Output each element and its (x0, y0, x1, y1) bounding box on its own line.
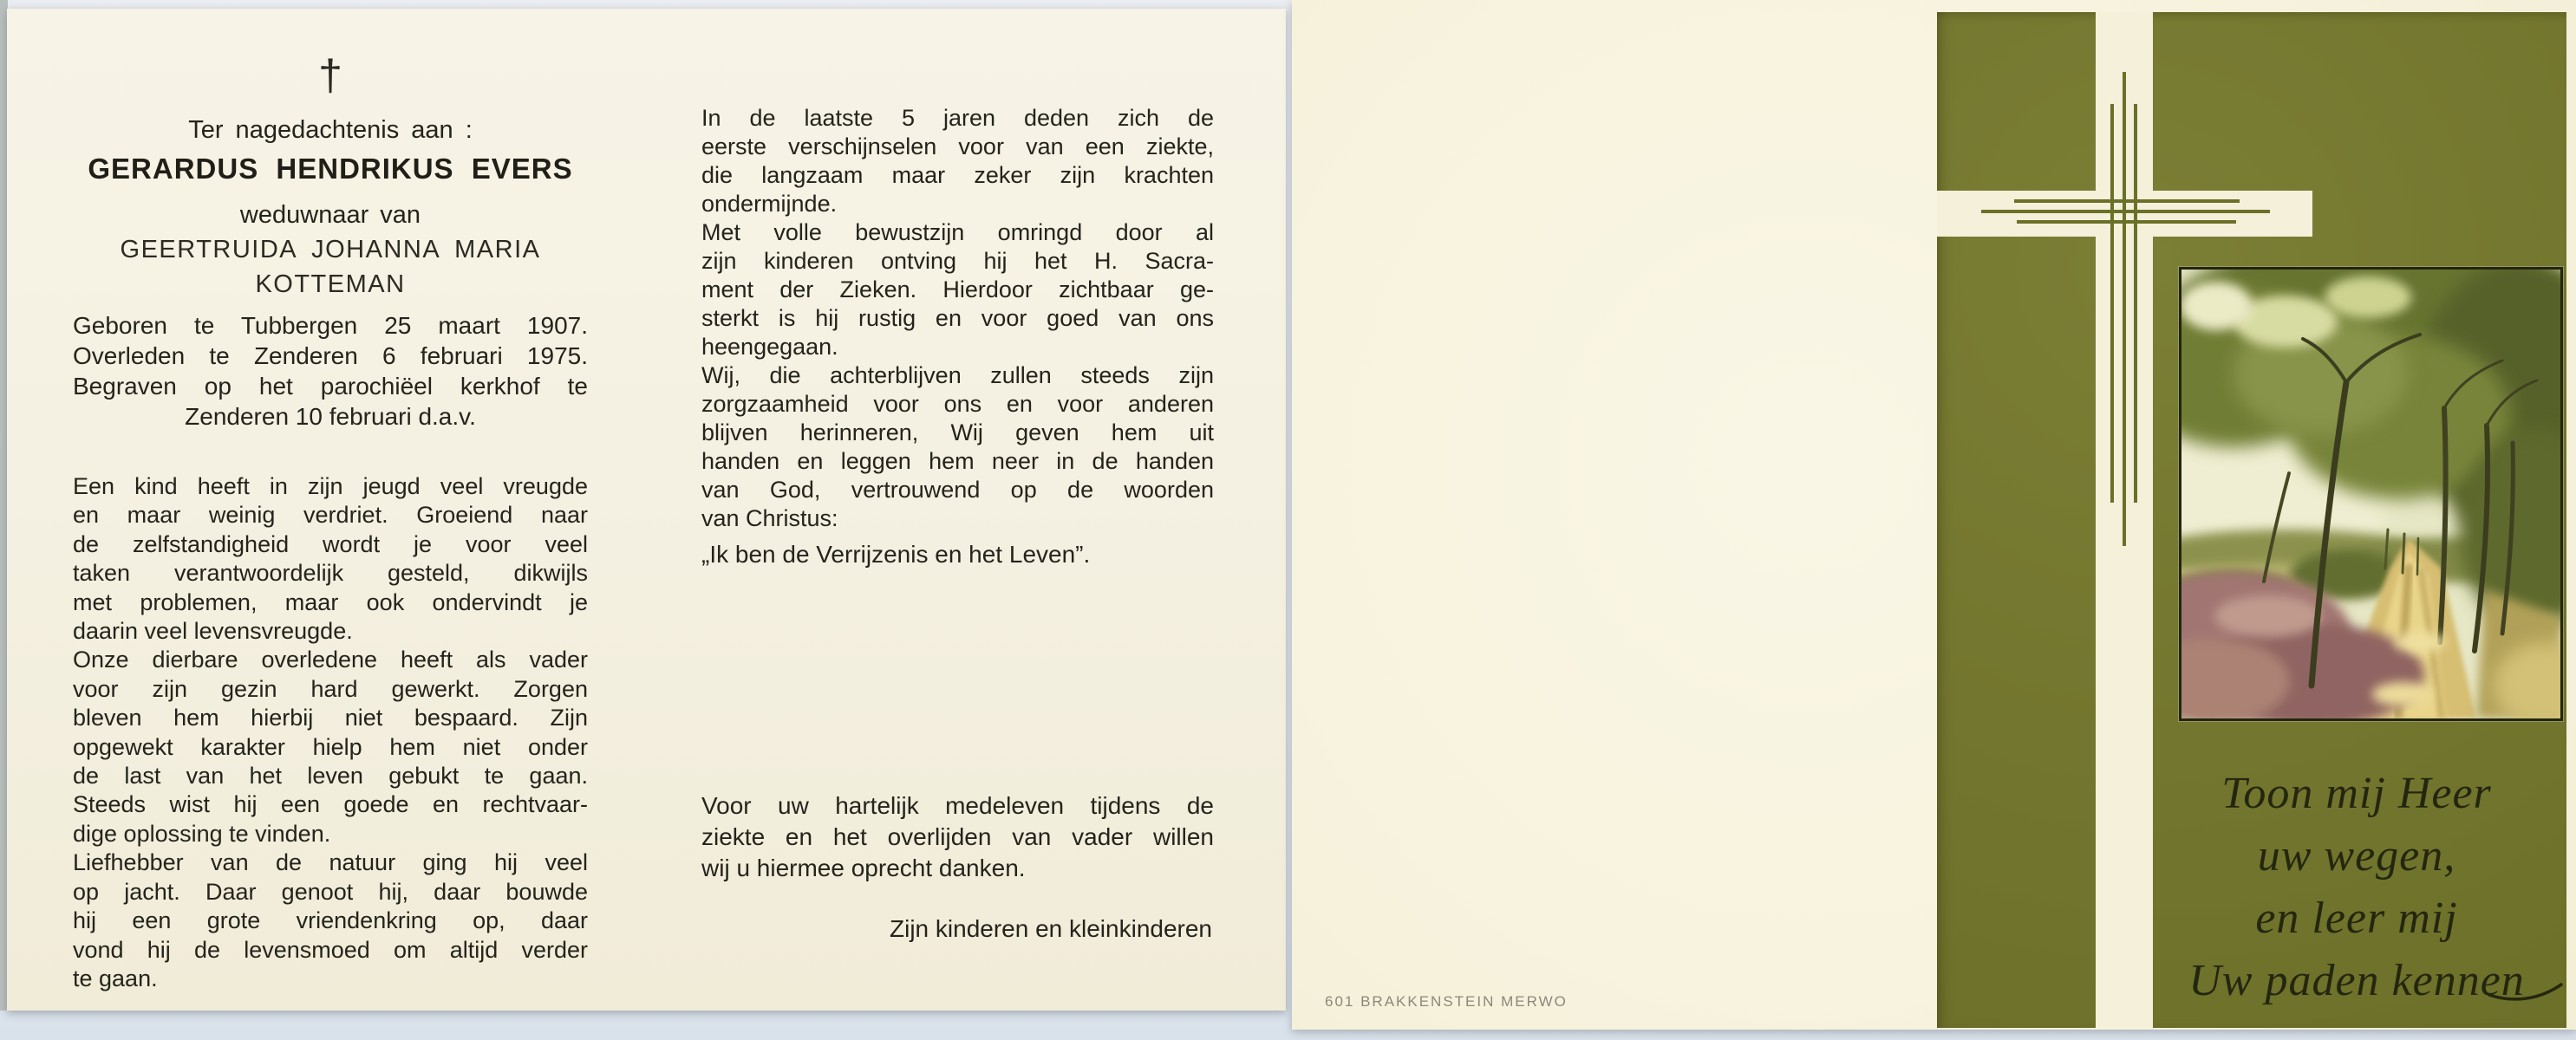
memorial-line: te gaan. (73, 965, 158, 991)
verse-line: Toon mij Heer (2221, 769, 2492, 818)
memorial-text-block (701, 104, 1214, 533)
verse-block (2166, 763, 2547, 1012)
date-line: Geboren te Tubbergen 25 maart 1907. (73, 312, 588, 339)
thanks-block (701, 790, 1214, 884)
verse-line: Uw paden kennen (2188, 956, 2525, 1005)
date-line: Begraven op het parochiëel kerkhof te (73, 373, 588, 400)
memorial-line: voor zijn gezin hard gewerkt. Zorgen (73, 675, 588, 702)
memorial-line: ment der Zieken. Hierdoor zichtbaar ge- (701, 276, 1214, 302)
deceased-name: GERARDUS HENDRIKUS EVERS (88, 153, 573, 185)
life-dates-block (73, 310, 588, 432)
cross-pinstripe-vertical (2123, 72, 2126, 546)
memorial-line: van God, vertrouwend op de woorden (701, 477, 1214, 503)
memorial-line: Liefhebber van de natuur ging hij veel (73, 849, 588, 876)
cross-pinstripe-vertical (2134, 104, 2137, 503)
memorial-line: heengegaan. (701, 334, 838, 360)
memorial-line: Steeds wist hij een goede en rechtvaar- (73, 791, 588, 818)
relation-line: weduwnaar van (239, 201, 421, 229)
memorial-card-inside (7, 9, 1286, 1011)
spouse-name-line1: GEERTRUIDA JOHANNA MARIA (120, 236, 541, 263)
memorial-line: met problemen, maar ook ondervindt je (73, 588, 588, 615)
date-line: Overleden te Zenderen 6 februari 1975. (73, 342, 588, 369)
printer-mark: 601 BRAKKENSTEIN MERWO (1325, 993, 1568, 1010)
scripture-quote: „Ik ben de Verrijzenis en het Leven”. (701, 541, 1091, 568)
cross-pinstripe-horizontal (2014, 199, 2240, 203)
memorial-line: Een kind heeft in zijn jeugd veel vreugde (73, 473, 588, 499)
memorial-line: en maar weinig verdriet. Groeiend naar (73, 502, 588, 529)
memorial-line: ondermijnde. (701, 191, 838, 217)
thanks-line: Voor uw hartelijk medeleven tijdens de (701, 792, 1214, 819)
spouse-name-line2: KOTTEMAN (255, 270, 406, 298)
memorial-line: zorgzaamheid voor ons en voor anderen (701, 391, 1214, 417)
thanks-line: ziekte en het overlijden van vader willen (701, 823, 1214, 850)
memorial-line: vond hij de levensmoed om altijd verder (73, 936, 588, 963)
memorial-line: sterkt is hij rustig en voor goed van ons (701, 305, 1214, 331)
memorial-line: Met volle bewustzijn omringd door al (701, 219, 1214, 245)
memorial-page-right (701, 9, 1214, 1011)
signature-line: Zijn kinderen en kleinkinderen (890, 915, 1212, 942)
heath-path-photo-illustration (2181, 270, 2560, 718)
memorial-line: blijven herinneren, Wij geven hem uit (701, 419, 1214, 445)
memorial-line: bleven hem hierbij niet bespaard. Zijn (73, 705, 588, 731)
memorial-line: die langzaam maar zeker zijn krachten (701, 162, 1214, 188)
memorial-page-left (73, 9, 588, 1011)
cross-pinstripe-horizontal (2017, 220, 2236, 224)
memorial-line: taken verantwoordelijk gesteld, dikwijls (73, 560, 588, 587)
memorial-line: Wij, die achterblijven zullen steeds zijn (701, 362, 1214, 388)
verse-line: en leer mij (2255, 894, 2458, 943)
memorial-line: handen en leggen hem neer in de handen (701, 448, 1214, 474)
memorial-line: de last van het leven gebukt te gaan. (73, 763, 588, 790)
thanks-line: wij u hiermee oprecht danken. (701, 855, 1026, 881)
memorial-line: opgewekt karakter hielp hem niet onder (73, 733, 588, 760)
memorial-line: dige oplossing te vinden. (73, 820, 331, 847)
memorial-line: eerste verschijnselen voor van een ziekte, (701, 133, 1214, 159)
memorial-text-block (73, 472, 588, 993)
heath-path-photo (2179, 267, 2563, 721)
memorial-line: de zelfstandigheid wordt je voor veel (73, 530, 588, 557)
memorial-line: Onze dierbare overledene heeft als vader (73, 647, 588, 673)
date-line: Zenderen 10 februari d.a.v. (185, 403, 476, 430)
cover-green-panel (1937, 12, 2566, 1028)
memorial-line: op jacht. Daar genoot hij, daar bouwde (73, 878, 588, 905)
verse-flourish (2487, 981, 2565, 1004)
memorial-line: van Christus: (701, 505, 838, 531)
memorial-line: daarin veel levensvreugde. (73, 618, 353, 645)
memorial-card-cover (1292, 0, 2576, 1030)
intro-line: Ter nagedachtenis aan : (188, 116, 473, 144)
cross-pinstripe-vertical (2110, 104, 2114, 503)
cross-icon: † (318, 51, 342, 100)
memorial-line: zijn kinderen ontving hij het H. Sacra- (701, 248, 1214, 274)
verse-line: uw wegen, (2257, 831, 2456, 881)
memorial-line: hij een grote vriendenkring op, daar (73, 907, 588, 934)
memorial-line: In de laatste 5 jaren deden zich de (701, 105, 1214, 131)
cross-pinstripe-horizontal (1981, 210, 2270, 213)
